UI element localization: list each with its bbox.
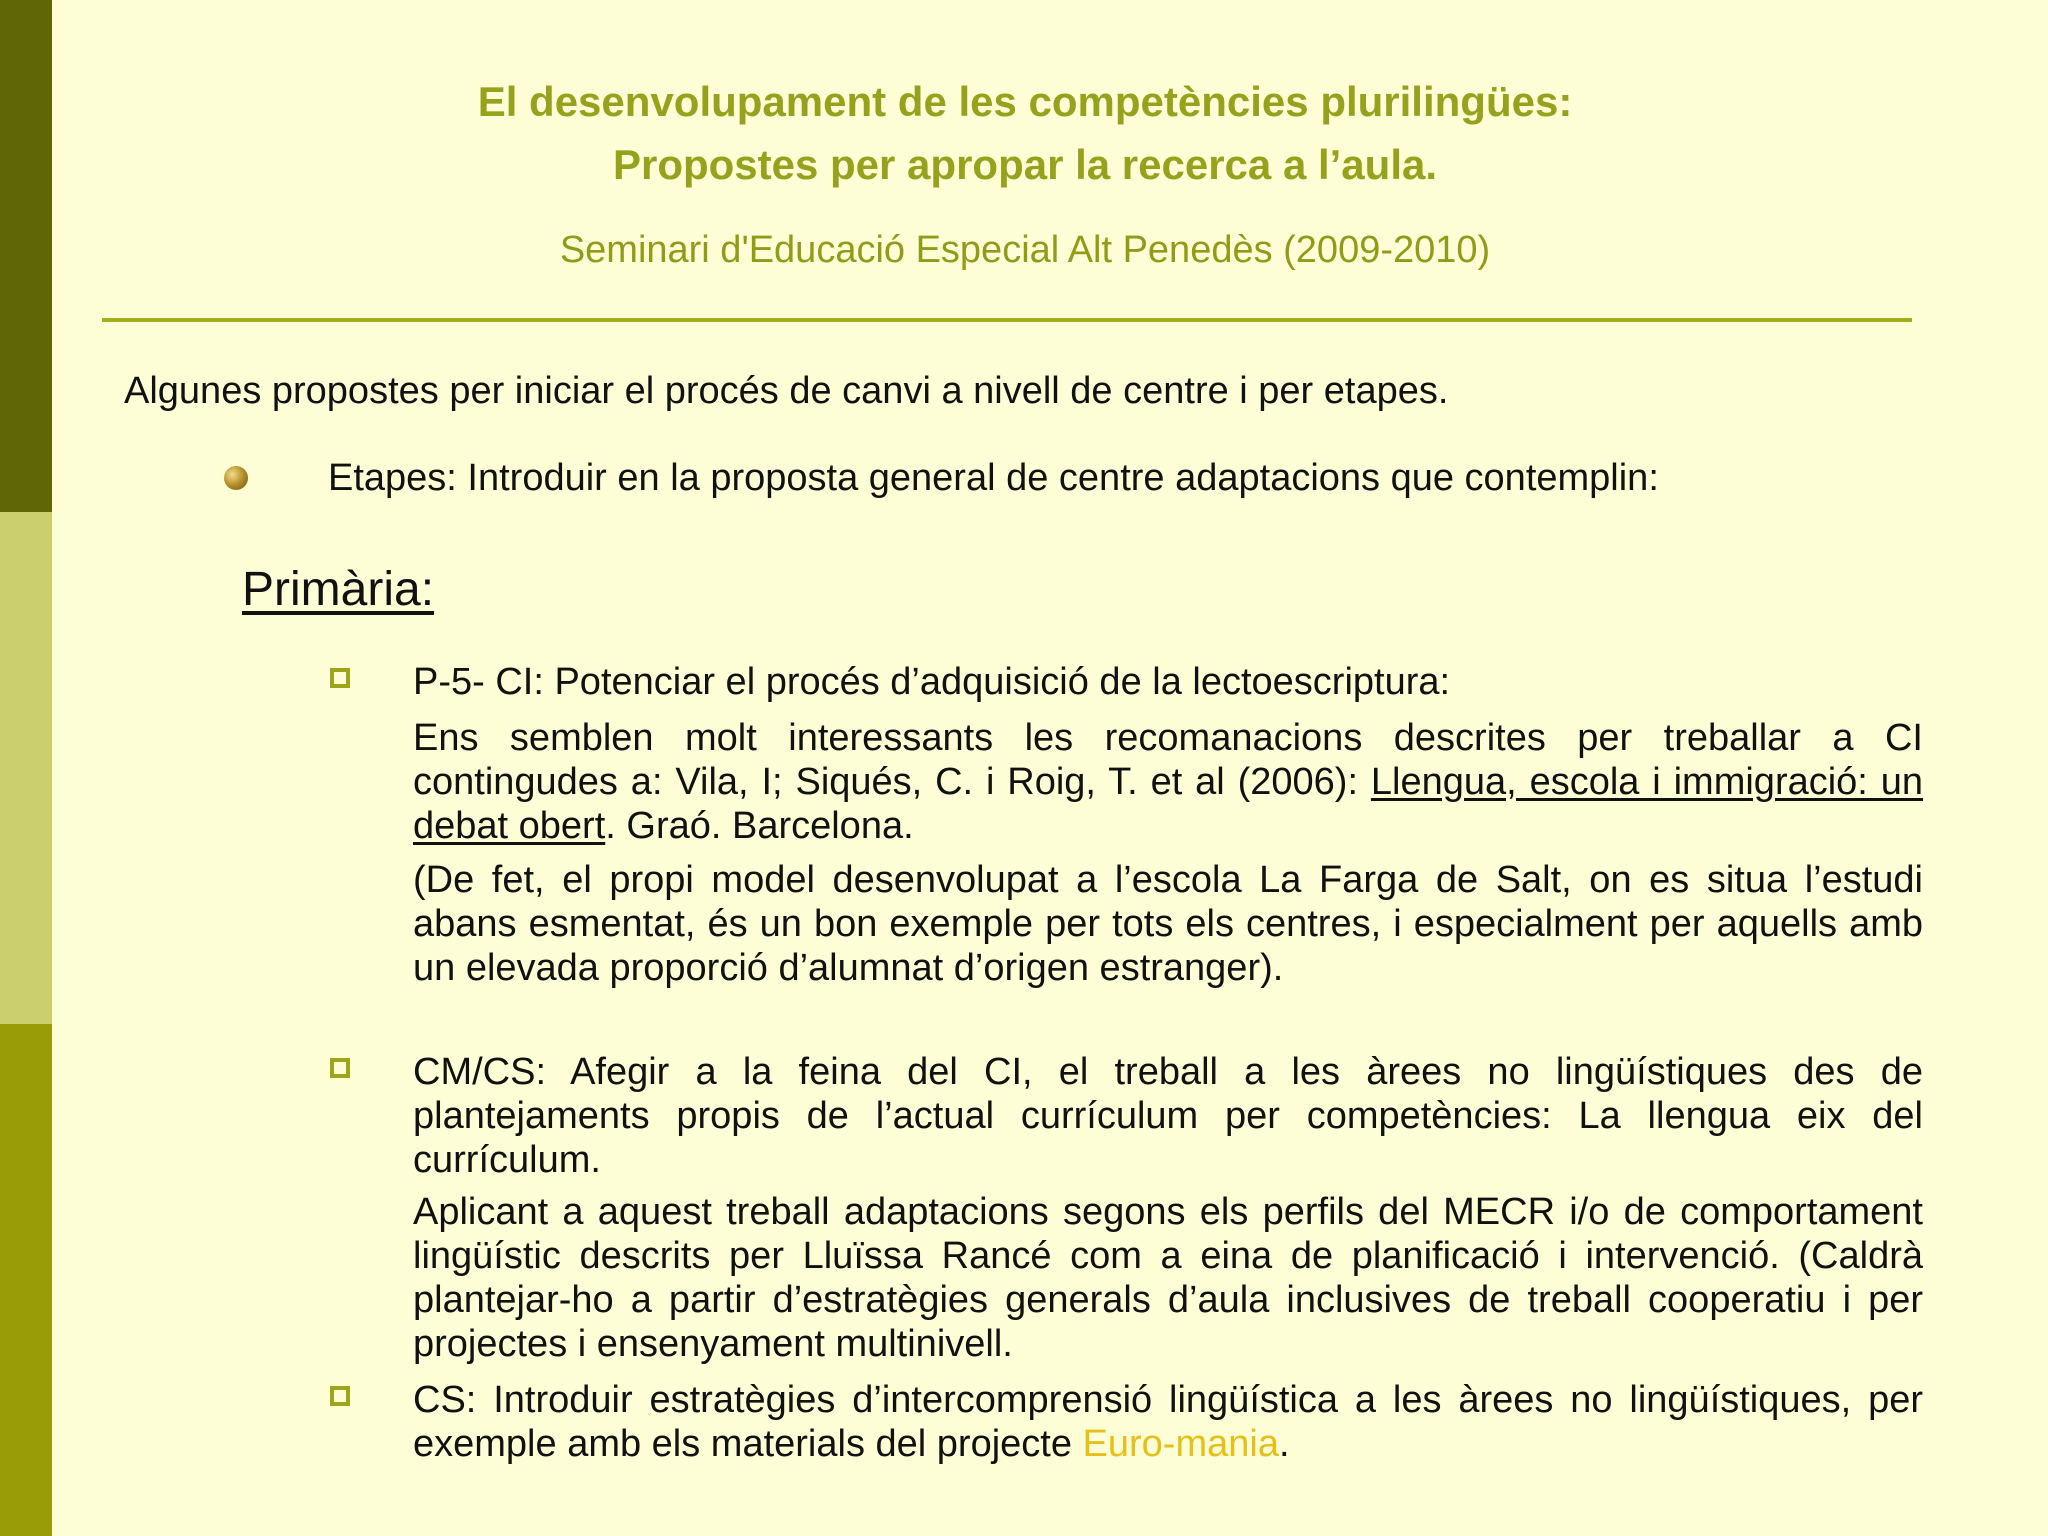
title-line-1: El desenvolupament de les competències plurilingües: <box>477 78 1573 125</box>
title-divider <box>102 318 1912 322</box>
item-3-text-before: CS: Introduir estratègies d’intercomprensió lingüística a les àrees no lingüístiques, per exemple amb els materials del projecte <box>413 1379 1923 1465</box>
item-1-text-before: Ens semblen molt interessants les recomanacions descrites per treballar a CI contingudes a: Vila, I; Siqués, C. i Roig, T. et al (2006): <box>413 717 1923 803</box>
item-1-heading: P-5- CI: Potenciar el procés d’adquisició de la lectoescriptura: <box>413 661 1451 703</box>
slide-subtitle: Seminari d'Educació Especial Alt Penedès (2009-2010) <box>559 229 1491 271</box>
slide-title <box>120 70 1930 196</box>
item-2-heading: CM/CS: Afegir a la feina del CI, el treball a les àrees no lingüístiques des de plantejaments propis de l’actual currículum per competències: La llengua eix del currículum. <box>413 1051 1923 1181</box>
book-title-link[interactable]: Llengua, escola i immigració: un debat obert <box>413 761 1924 847</box>
sidebar-block-light <box>0 512 52 1024</box>
item-1-paragraph-2: (De fet, el propi model desenvolupat a l’escola La Farga de Salt, on es situa l’estudi abans esmentat, és un bon exemple per tots els centres, i especialment per aquells amb un elevada proporció d’alumnat d’origen estranger). <box>413 859 1923 989</box>
item-1-text-after: . Graó. Barcelona. <box>605 805 914 847</box>
bullet-ball-icon <box>224 466 248 490</box>
intro-text: Algunes propostes per iniciar el procés de canvi a nivell de centre i per etapes. <box>124 370 1449 412</box>
square-bullet-icon <box>330 1058 350 1078</box>
item-3-heading <box>413 1378 1923 1466</box>
etapes-text: Etapes: Introduir en la proposta general de centre adaptacions que contemplin: <box>328 457 1659 499</box>
section-heading-primaria: Primària: <box>242 563 435 616</box>
title-line-2: Propostes per apropar la recerca a l’aula. <box>612 141 1438 188</box>
euro-mania-link[interactable]: Euro-mania <box>1082 1423 1279 1465</box>
square-bullet-icon <box>330 668 350 688</box>
square-bullet-icon <box>330 1386 350 1406</box>
item-3-text-after: . <box>1278 1423 1290 1465</box>
item-2-paragraph-1: Aplicant a aquest treball adaptacions segons els perfils del MECR i/o de comportament lingüístic descrits per Lluïssa Rancé com a eina de planificació i intervenció. (Caldrà plantejar-ho a partir d’estratègies generals d’aula inclusives de treball cooperatiu i per projectes i ensenyament multinivell. <box>413 1191 1923 1365</box>
sidebar-block-mid <box>0 1024 52 1536</box>
sidebar-block-dark <box>0 0 52 512</box>
item-1-paragraph-1 <box>413 716 1923 848</box>
